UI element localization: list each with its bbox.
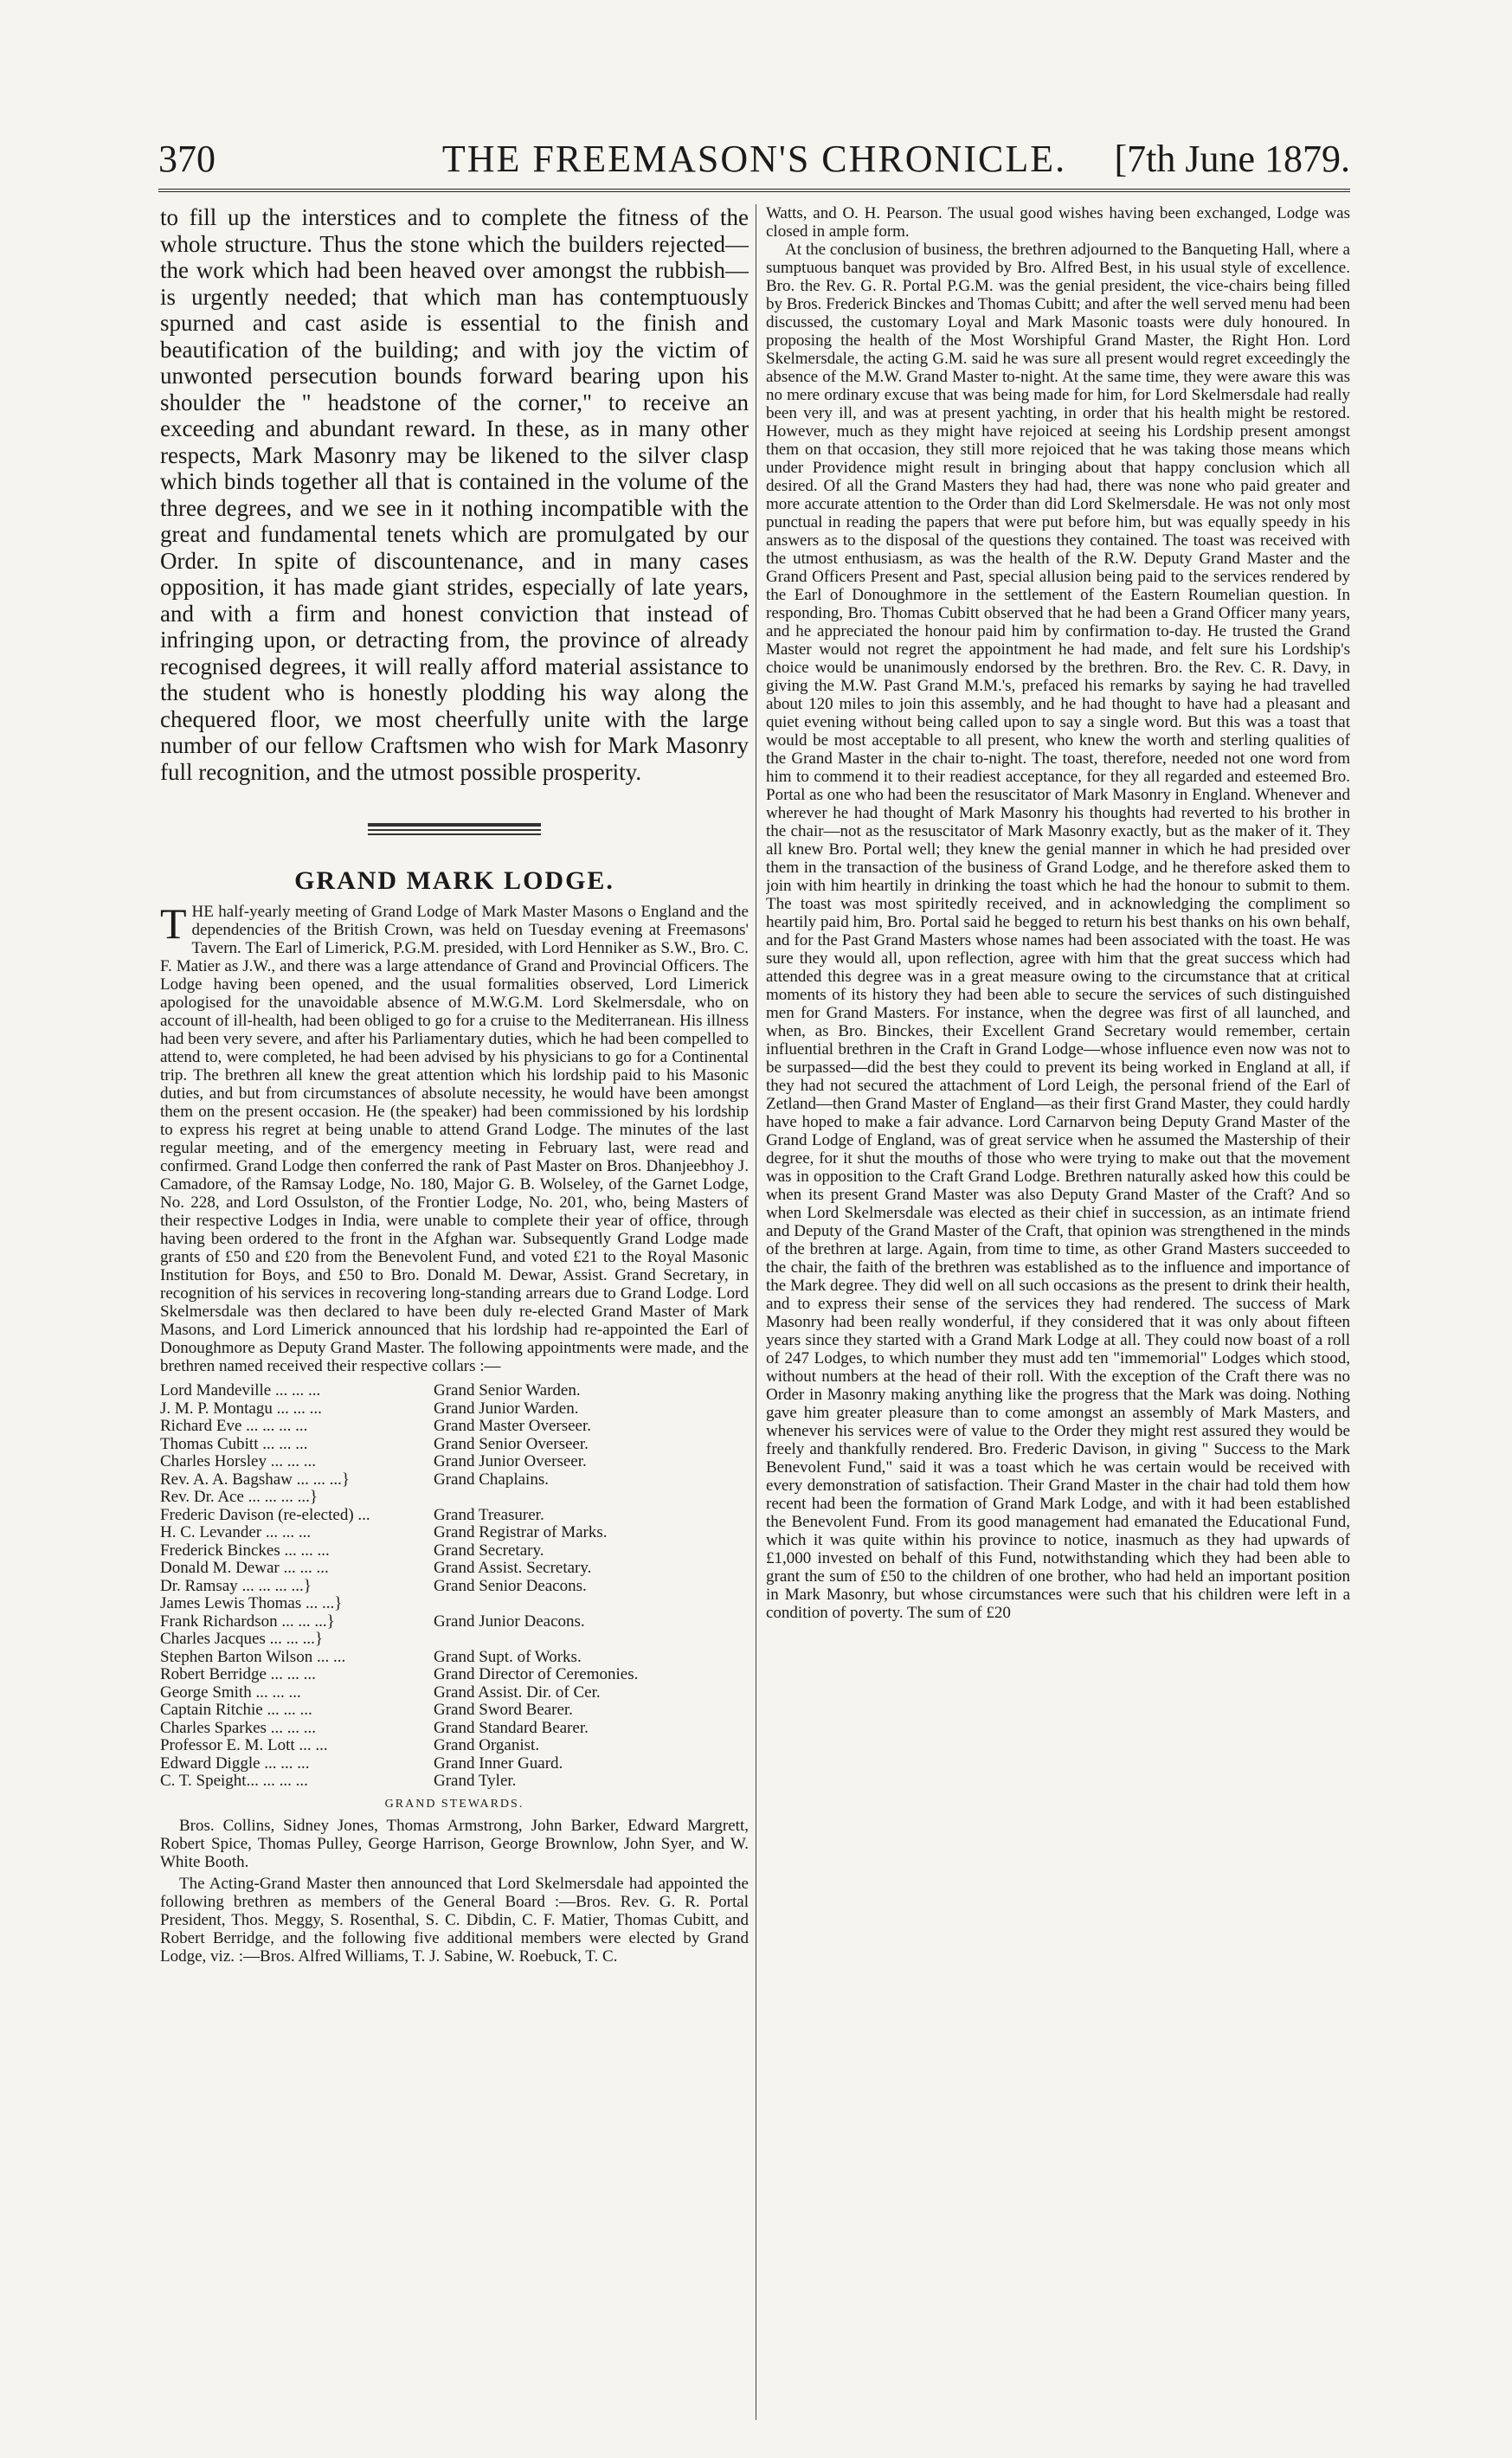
brother-name: Lord Mandeville ... ... ... [160, 1381, 321, 1400]
brother-name: Captain Ritchie ... ... ... [160, 1701, 312, 1719]
collar-row [160, 1666, 749, 1684]
office-title: Grand Organist. [434, 1736, 540, 1754]
office-title: Grand Inner Guard. [434, 1753, 563, 1773]
brother-name: Robert Berridge ... ... ... [160, 1665, 316, 1683]
brother-name: Frederic Davison (re-elected) ... [160, 1505, 370, 1524]
office-title: Grand Senior Deacons. [434, 1576, 587, 1595]
editorial-paragraph: to fill up the interstices and to complete the fitness of the whole structure. Thus the stone which the builders rejected—the work which had been heaved over amongst the rubbish—is urgently needed; that which man has contemptuously spurned and cast aside is essential to the finish and beautification of the building; and with joy the victim of unwonted persecution bounds forward bearing upon his shoulder the " headstone of the corner," to receive an exceeding and abundant reward. In these, as in many other respects, Mark Masonry may be likened to the silver clasp which binds together all that is contained in the volume of the three degrees, and we see in it nothing incompatible with the great and fundamental tenets which are promulgated by our Order. In spite of discountenance, and in many cases opposition, it has made giant strides, especially of late years, and with a firm and honest conviction that instead of infringing upon, or detracting from, the province of already recognised degrees, it will really afford material assistance to the student who is honestly plodding his way along the chequered floor, we most cheerfully unite with the large number of our fellow Craftsmen who wish for Mark Masonry full recognition, and the utmost possible prosperity. [160, 204, 749, 785]
newspaper-title: THE FREEMASON'S CHRONICLE. [441, 138, 1067, 180]
collar-row [160, 1773, 749, 1791]
collar-row [160, 1595, 749, 1613]
collar-row [160, 1471, 749, 1490]
brother-name: H. C. Levander ... ... ... [160, 1523, 312, 1541]
office-title: Grand Registrar of Marks. [434, 1523, 608, 1541]
brother-name: Charles Jacques ... ... ...} [160, 1630, 323, 1648]
brother-name: George Smith ... ... ... [160, 1683, 301, 1702]
closing-paragraph: Watts, and O. H. Pearson. The usual good wishes having been exchanged, Lodge was closed in ample form. [766, 204, 1350, 241]
office-title: Grand Junior Warden. [434, 1399, 579, 1418]
collars-list [160, 1382, 749, 1791]
brother-name: Charles Sparkes ... ... ... [160, 1718, 316, 1737]
general-board-paragraph: The Acting-Grand Master then announced that Lord Skelmersdale had appointed the following brethren as members of the General Board :—Bros. Rev. G. R. Portal President, Thos. Meggy, S. Rosenthal, S. C. Dibdin, C. F. Matier, Thomas Cubitt, and Robert Berridge, and the following five additional members were elected by Grand Lodge, viz. :—Bros. Alfred Williams, T. J. Sabine, W. Roebuck, T. C. [160, 1874, 749, 1966]
brother-name: Richard Eve ... ... ... ... [160, 1417, 308, 1435]
office-title: Grand Director of Ceremonies. [434, 1665, 639, 1683]
office-title: Grand Standard Bearer. [434, 1718, 589, 1737]
collar-row [160, 1418, 749, 1436]
collar-row [160, 1720, 749, 1738]
brother-name: James Lewis Thomas ... ...} [160, 1594, 343, 1612]
brother-name: Rev. A. A. Bagshaw ... ... ...} [160, 1470, 350, 1489]
brother-name: Frederick Binckes ... ... ... [160, 1541, 330, 1560]
brother-name: Edward Diggle ... ... ... [160, 1753, 310, 1773]
office-title: Grand Chaplains. [434, 1470, 549, 1489]
collar-row [160, 1702, 749, 1720]
office-title: Grand Senior Overseer. [434, 1434, 589, 1453]
section-heading: GRAND MARK LODGE. [294, 866, 614, 895]
collar-row [160, 1737, 749, 1755]
office-title: Grand Senior Warden. [434, 1381, 581, 1400]
collar-row [160, 1489, 749, 1507]
brother-name: Stephen Barton Wilson ... ... [160, 1647, 346, 1666]
office-title [420, 1489, 749, 1507]
collar-row [160, 1649, 749, 1667]
editorial-continuation [160, 204, 749, 785]
stewards-heading: GRAND STEWARDS. [384, 1797, 524, 1811]
issue-date: [7th June 1879. [1114, 138, 1350, 180]
collar-row [160, 1524, 749, 1542]
masthead [158, 137, 1350, 192]
collar-row [160, 1436, 749, 1454]
brother-name: Thomas Cubitt ... ... ... [160, 1434, 308, 1453]
brother-name: Dr. Ramsay ... ... ... ...} [160, 1576, 312, 1595]
report-paragraph [160, 899, 749, 1375]
office-title: Grand Assist. Secretary. [434, 1559, 592, 1577]
office-title: Grand Treasurer. [434, 1505, 544, 1524]
collar-row [160, 1400, 749, 1419]
collar-row [160, 1382, 749, 1400]
collar-row [160, 1578, 749, 1596]
office-title [420, 1595, 749, 1613]
banquet-paragraph: At the conclusion of business, the brethren adjourned to the Banqueting Hall, where a sumptuous banquet was provided by Bro. Alfred Best, in his usual style of excellence. Bro. the Rev. G. R. Portal P.G.M. was the genial president, the vice-chairs being filled by Bros. Frederick Binckes and Thomas Cubitt; and after the well served menu had been discussed, the customary Loyal and Mark Masonic toasts were duly honoured. In proposing the health of the Most Worshipful Grand Master, the Right Hon. Lord Skelmersdale, the acting G.M. said he was sure all present would regret exceedingly the absence of the M.W. Grand Master to-night. At the same time, they were aware this was no mere ordinary excuse that was being made for him, for Lord Skelmersdale had really been very ill, and was at present yachting, in order that his health might be restored. However, much as they might have rejoiced at seeing his Lordship present amongst them on that occasion, they still more rejoiced that he was taking those means which under Providence might result in bringing about that happy conclusion which all desired. Of all the Grand Masters they had had, there was none who paid greater and more accurate attention to the Order than did Lord Skelmersdale. He was not only most punctual in reading the papers that were put before him, but was equally speedy in his answers as to the disposal of the questions they contained. The toast was received with the utmost enthusiasm, as was the health of the R.W. Deputy Grand Master and the Grand Officers Present and Past, special allusion being paid to the services rendered by the Earl of Donoughmore in the settlement of the Eastern Roumelian question. In responding, Bro. Thomas Cubitt observed that he had been a Grand Officer many years, and he appreciated the honour paid him by confirmation to-day. He trusted the Grand Master would not regret the appointment he had made, and felt sure his Lordship's choice would be unanimously endorsed by the brethren. Bro. the Rev. C. R. Davy, in giving the M.W. Past Grand M.M.'s, prefaced his remarks by saying he had travelled about 120 miles to join this assembly, and he had thought to have had a pleasant and quiet evening without being called upon to say a single word. But this was a toast that would be most acceptable to all present, who knew the worth and sterling qualities of the Grand Master in the chair to-night. The toast, therefore, needed not one word from him to commend it to their readiest acceptance, for they all regarded and esteemed Bro. Portal as one who had been the resuscitator of Mark Masonry in England. Whenever and wherever he had thought of Mark Masonry his thoughts had reverted to his brother in the chair—not as the resuscitator of Mark Masonry exactly, but as the maker of it. They all knew Bro. Portal well; they knew the genial manner in which he had presided over them in the transaction of the business of Grand Lodge, and he therefore asked them to join with him heartily in drinking the toast which he had the honour to submit to them. The toast was most spiritedly received, and in acknowledging the compliment so heartily paid him, Bro. Portal said he begged to return his best thanks on his own behalf, and for the Past Grand Masters whose names had been associated with the toast. He was sure they would all, upon reflection, agree with him that the great success which had attended this degree was in a great measure owing to the circumstance that at critical moments of its history they had been able to secure the services of such distinguished men for Grand Masters. For instance, when the degree was first of all launched, and when, as Bro. Binckes, their Excellent Grand Secretary would remember, certain influential brethren in the Craft in Grand Lodge—whose influence even now was not to be surpassed—did the best they could to prevent its being worked in England at all, if they had not secured the attachment of Lord Leigh, the personal friend of the Earl of Zetland—then Grand Master of England—as their first Grand Master, they could hardly have hoped to make a fair advance. Lord Carnarvon being Deputy Grand Master of the Grand Lodge of England, was of great service when he assumed the Mastership of their degree, for it shut the mouths of those who were trying to make out that the movement was in opposition to the Craft Grand Lodge. Brethren naturally asked how this could be when its present Grand Master was also Deputy Grand Master of the Craft? And so when Lord Skelmersdale was elected as their chief in succession, as an intimate friend and Deputy of the Grand Master of the Craft, that opinion was strengthened in the minds of the brethren at large. Again, from time to time, as other Grand Masters succeeded to the chair, the faith of the brethren was established as to the influence and importance of the Mark degree. They did well on all such occasions as the present to drink their health, and to express their sense of the services they had rendered. The success of Mark Masonry had been really wonderful, if they considered that it was only about fifteen years since they started with a Grand Mark Lodge at all. They could now boast of a roll of 247 Lodges, to which number they must add ten "immemorial" Lodges which stood, without numbers at the head of their roll. With the exception of the Craft there was no Order in Masonry making anything like the progress that the Mark was doing. Nothing gave him greater pleasure than to come amongst an assembly of Mark Masters, and whenever his services were of value to the Order they might rest assured they would be freely and thankfully rendered. Bro. Frederic Davison, in giving " Success to the Mark Benevolent Fund," said it was a toast which he was certain would be received with every demonstration of satisfaction. Their Grand Master in the chair had told them how recent had been the formation of Grand Mark Lodge, and with it had been established the Benevolent Fund. From its good management had emanated the Educational Fund, which it was quite within his province to notice, inasmuch as they had upwards of £1,000 invested on behalf of this Fund, notwithstanding which they had been able to grant the sum of £50 to the children of one brother, who had held an important position in Mark Masonry, but whose circumstances were such that his children were left in a condition of poverty. The sum of £20 [766, 241, 1350, 1622]
collar-row [160, 1560, 749, 1578]
stewards-paragraph: Bros. Collins, Sidney Jones, Thomas Armstrong, John Barker, Edward Margrett, Robert Spice, Thomas Pulley, George Harrison, George Brownlow, John Syer, and W. White Booth. [160, 1816, 749, 1871]
brother-name: Donald M. Dewar ... ... ... [160, 1559, 329, 1577]
office-title: Grand Junior Deacons. [434, 1612, 585, 1631]
brother-name: J. M. P. Montagu ... ... ... [160, 1399, 322, 1418]
left-column [160, 204, 749, 2420]
collar-row [160, 1507, 749, 1525]
report-text: HE half-yearly meeting of Grand Lodge of Mark Master Masons o England and the dependencies of the British Crown, was held on Tuesday evening at Freemasons' Tavern. The Earl of Limerick, P.G.M. presided, with Lord Henniker as S.W., Bro. C. F. Matier as J.W., and there was a large attendance of Grand and Provincial Officers. The Lodge having been opened, and the usual formalities observed, Lord Limerick apologised for the unavoidable absence of M.W.G.M. Lord Skelmersdale, who on account of ill-health, had been obliged to go for a cruise to the Mediterranean. His illness had been very severe, and after his Parliamentary duties, which he had been compelled to attend to, were completed, he had been advised by his physicians to go for a Continental trip. The brethren all knew the great attention which his lordship paid to his Masonic duties, and but from circumstances of absolute necessity, he would have been amongst them on the present occasion. He (the speaker) had been commissioned by his lordship to express his regret at being unable to attend Grand Lodge. The minutes of the last regular meeting, and of the emergency meeting in February last, were read and confirmed. Grand Lodge then conferred the rank of Past Master on Bros. Dhanjeebhoy J. Camadore, of the Ramsay Lodge, No. 180, Major G. B. Wolseley, of the Garnet Lodge, No. 228, and Lord Ossulston, of the Frontier Lodge, No. 201, who, being Masters of their respective Lodges in India, were unable to complete their year of office, through having been ordered to the front in the Afghan war. Subsequently Grand Lodge made grants of £50 and £20 from the Benevolent Fund, and voted £21 to the Royal Masonic Institution for Boys, and £50 to Bro. Donald M. Dewar, Assist. Grand Secretary, in recognition of his services in recovering long-standing arrears due to Grand Lodge. Lord Skelmersdale was then declared to have been duly re-elected Grand Master of Mark Masons, and Lord Limerick announced that his lordship had re-appointed the Earl of Donoughmore as Deputy Grand Master. The following appointments were made, and the brethren named received their respective collars :— [160, 903, 749, 1375]
collar-row [160, 1542, 749, 1560]
brother-name: Charles Horsley ... ... ... [160, 1452, 316, 1470]
brother-name: C. T. Speight... ... ... ... [160, 1772, 308, 1790]
office-title: Grand Assist. Dir. of Cer. [434, 1683, 601, 1702]
collar-row [160, 1453, 749, 1471]
office-title [420, 1631, 749, 1649]
collar-row [160, 1613, 749, 1631]
collar-row [160, 1755, 749, 1773]
office-title: Grand Secretary. [434, 1541, 544, 1560]
brother-name: Rev. Dr. Ace ... ... ... ...} [160, 1488, 318, 1506]
right-column [766, 204, 1350, 2420]
drop-cap: T [160, 899, 187, 948]
section-divider [368, 823, 541, 835]
brother-name: Frank Richardson ... ... ...} [160, 1612, 335, 1631]
office-title: Grand Supt. of Works. [434, 1647, 582, 1666]
office-title: Grand Tyler. [434, 1772, 517, 1790]
collar-row [160, 1684, 749, 1702]
office-title: Grand Sword Bearer. [434, 1701, 573, 1719]
brother-name: Professor E. M. Lott ... ... [160, 1736, 328, 1754]
page-number: 370 [158, 138, 216, 180]
collar-row [160, 1631, 749, 1649]
office-title: Grand Master Overseer. [434, 1417, 592, 1435]
office-title: Grand Junior Overseer. [434, 1452, 587, 1470]
